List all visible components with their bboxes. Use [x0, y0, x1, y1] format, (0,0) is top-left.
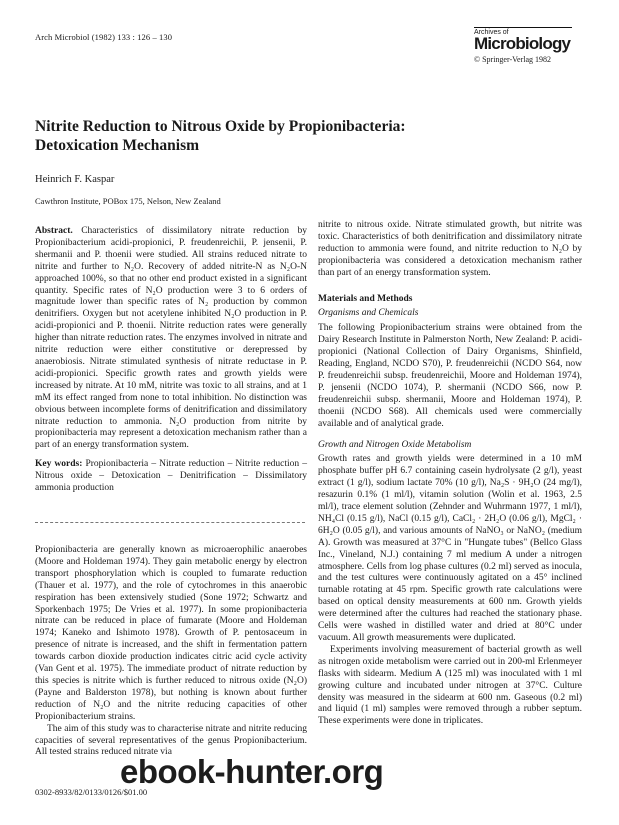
left-column [35, 226, 307, 495]
journal-logo-name: Microbiology [474, 34, 571, 53]
keywords [35, 459, 307, 495]
paper-title: Nitrite Reduction to Nitrous Oxide by Propionibacteria: Detoxication Mechanism [35, 118, 406, 154]
abstract-text: Characteristics of dissimilatory nitrate reduction by Propionibacterium acidi-propionici, P. freudenreichii, P. jensenii, P. shermanii and P. thoenii were studied. All strains reduced nitrate to nitrite and further to N₂O. Recovery of added nitrite-N as N₂O-N approached 100%, so that no other end product existed in a significant quantity. Specific rates of N₂O production were 3 to 6 orders of magnitude lower than specific rates of N₂ production by common denitrifiers. Oxygen but not acetylene inhibited N₂O production in P. acidi-propionici and P. thoenii. Nitrite reduction rates were generally higher than nitrate reduction rates. The enzymes involved in nitrate and nitrite reduction were either constitutive or derepressed by anaerobiosis. Nitrate stimulated synthesis of nitrate reductase in P. acidi-propionici. Specific growth rates and growth yields were increased by nitrate. At 10 mM, nitrite was toxic to all strains, and at 1 mM its effect ranged from none to total inhibition. No distinction was obvious between incomplete forms of denitrification and dissimilatory nitrate reduction to ammonia. N₂O production from nitrite by propionibacteria may represent a detoxication mechanism rather than a part of an energy transformation system. [35, 226, 308, 451]
subheading-organisms: Organisms and Chemicals [318, 308, 419, 319]
intro-paragraph-1: Propionibacteria are generally known as microaerophilic anaerobes (Moore and Holdeman 1974). They gain metabolic energy by electron transport phosphorylation which is coupled to fumarate reduction (Thauer et al. 1977), and the role of cytochromes in this anaerobic respiration has been extensively studied (Sone 1972; Schwartz and Sporkenbach 1975; De Vries et al. 1977). In some propionibacteria nitrate can be reduced in place of fumarate (Moore and Holdeman 1974; Kaneko and Ishimoto 1978). Growth of P. pentosaceum in presence of nitrate is increased, and the shift in fermentation pattern towards carbon dioxide production indicates citric acid cycle activity (Van Gent et al. 1975). The immediate product of nitrate reduction by this species is nitrite which is further reduced to nitrous oxide (N₂O) (Payne and Balderston 1978), but nothing is known about further reduction of N₂O and the nitrite reducing capacities of other Propionibacterium strains. [35, 545, 307, 722]
journal-logo-small: Archives of [474, 27, 572, 36]
abstract [35, 226, 307, 452]
keywords-text: Propionibacteria – Nitrate reduction – Nitrite reduction – Nitrous oxide – Detoxication – Denitrification – Dissimilatory ammonia production [35, 459, 307, 494]
keywords-label: Key words: [35, 459, 83, 470]
right-column [318, 220, 582, 728]
intro-continuation: nitrite to nitrous oxide. Nitrate stimulated growth, but nitrite was toxic. Characteristics of both denitrification and dissimilatory nitrate reduction to ammonia were found, and nitrite reduction to N₂O by propionibacteria was considered a detoxication mechanism rather than part of an energy transformation system. [318, 220, 582, 278]
author: Heinrich F. Kaspar [35, 174, 115, 185]
growth-paragraph: Growth rates and growth yields were determined in a 10 mM phosphate buffer pH 6.7 containing casein hydrolysate (2 g/l), yeast extract (1 g/l), sodium lactate 70% (10 g/l), Na₂S · 9H₂O (24 mg/l), resazurin 0.1% (1 ml/l), vitamin solution (Wolin et al. 1963, 2.5 ml/l), trace element solution (Zehnder and Wuhrmann 1977, 1 ml/l), NH₄Cl (0.15 g/l), NaCl (0.15 g/l), CaCl₂ · 2H₂O (0.06 g/l), MgCl₂ · 6H₂O (0.05 g/l), and various amounts of NaNO₃ or NaNO₂ (medium A). Growth was measured at 37°C in "Hungate tubes" (Bellco Glass Inc., Vineland, N.J.) containing 7 ml medium A under a nitrogen atmosphere. Cells from log phase cultures (0.2 ml) served as inocula, and the test cultures were continuously agitated on a 45° inclined turnable rotating at 45 rpm. Specific growth rate calculations were based on optical density measurements at 600 nm. Growth yields were determined after the cultures had reached the stationary phase. Cells were washed in distilled water and dried at 80°C under vacuum. All growth measurements were duplicated. [318, 454, 582, 643]
abstract-label: Abstract. [35, 226, 73, 236]
experiments-paragraph: Experiments involving measurement of bacterial growth as well as nitrogen oxide metabolism were carried out in 200-ml Erlenmeyer flasks with sidearm. Medium A (125 ml) was inoculated with 1 ml growing culture and incubated under nitrogen at 37°C. Culture density was measured in the sidearm at 600 nm. Gaseous (0.2 ml) and liquid (1 ml) samples were removed through a rubber septum. These experiments were done in triplicates. [318, 644, 582, 727]
journal-citation: Arch Microbiol (1982) 133 : 126 – 130 [35, 32, 173, 42]
section-heading: Materials and Methods [318, 293, 413, 304]
issn-footer: 0302-8933/82/0133/0126/$01.00 [35, 787, 148, 797]
intro-paragraph-2: The aim of this study was to characterise nitrate and nitrite reducing capacities of several representatives of the genus Propionibacterium. All tested strains reduced nitrate via [35, 723, 307, 758]
affiliation: Cawthron Institute, POBox 175, Nelson, New Zealand [35, 196, 221, 206]
watermark: ebook-hunter.org [120, 753, 384, 790]
section-divider [35, 522, 305, 523]
organisms-paragraph: The following Propionibacterium strains were obtained from the Dairy Research Institute in Palmerston North, New Zealand: P. acidi-propionici (National Collection of Dairy Organisms, Shinfield, Reading, England, NCDO S70), P. freudenreichii (NCDO S64, now P. freudenreichii subsp. freudenreichii, Moore and Holdeman 1974), P. jensenii (NCDO 1074), P. shermanii (NCDO S66, now P. freudenreichii subsp. shermanii, Moore and Holdeman 1974), P. thoenii (NCDO S68). All chemicals used were commercially available and of analytical grade. [318, 323, 582, 429]
subheading-growth: Growth and Nitrogen Oxide Metabolism [318, 439, 472, 450]
journal-logo-block [474, 27, 572, 64]
intro-column [35, 545, 307, 759]
copyright: © Springer-Verlag 1982 [474, 55, 552, 64]
